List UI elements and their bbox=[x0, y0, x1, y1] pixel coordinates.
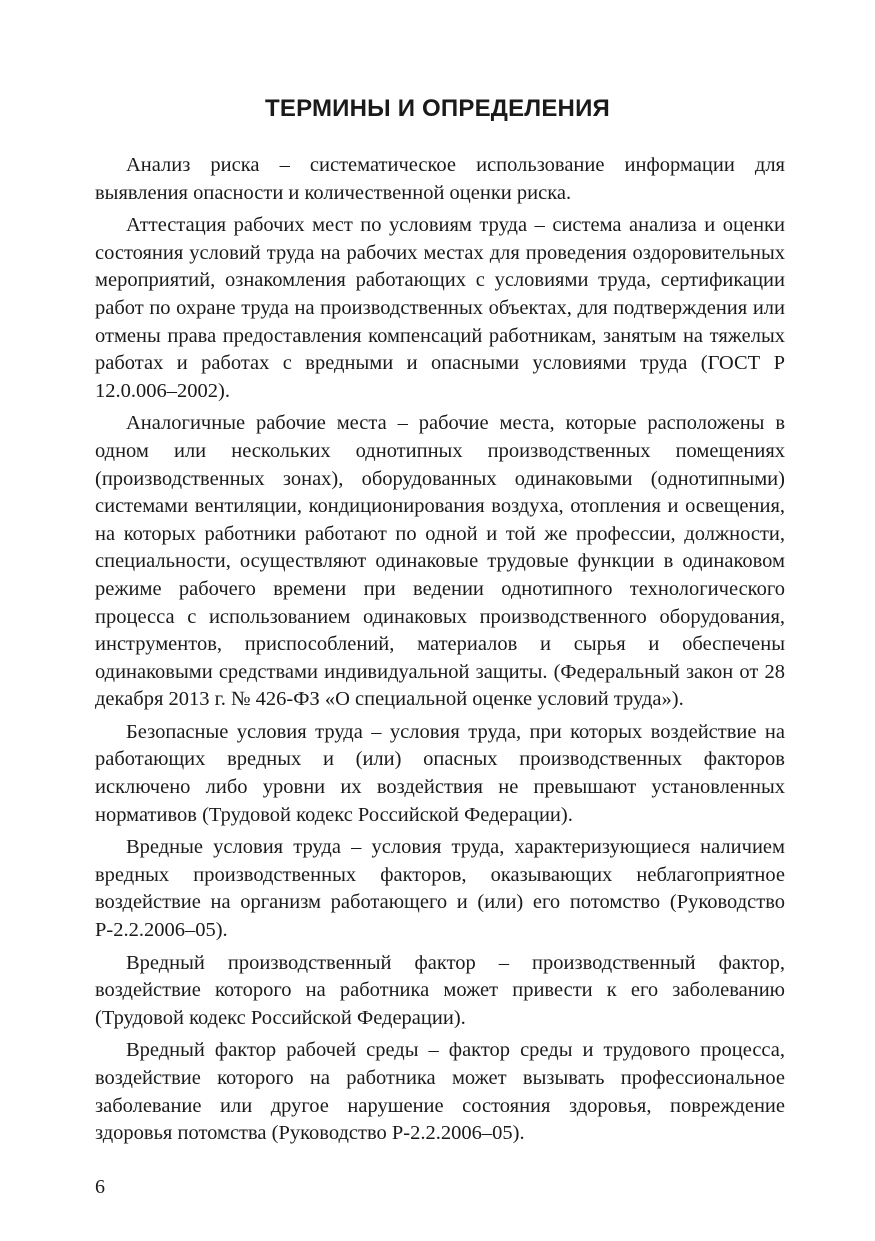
page-number: 6 bbox=[95, 1176, 105, 1198]
definitions-body bbox=[95, 152, 785, 1153]
definition-paragraph: Вредный производственный фактор – производственный фактор, воздействие которого на работника может привести к его заболеванию (Трудовой кодекс Российской Федерации). bbox=[95, 951, 785, 1029]
definition-paragraph: Вредный фактор рабочей среды – фактор среды и трудового процесса, воздействие которого на работника может вызывать профессиональное заболевание или другое нарушение состояния здоровья, повреждение здоровья потомства (Руководство Р-2.2.2006–05). bbox=[95, 1039, 785, 1145]
definition-paragraph: Анализ риска – систематическое использование информации для выявления опасности и количественной оценки риска. bbox=[95, 154, 785, 204]
definition-paragraph: Аттестация рабочих мест по условиям труда – система анализа и оценки состояния условий труда на рабочих местах для проведения оздоровительных мероприятий, ознакомления работающих с условиями труда, сертификации работ по охране труда на производственных объектах, для подтверждения или отмены права предоставления компенсаций работникам, занятым на тяжелых работах и работах с вредными и опасными условиями труда (ГОСТ Р 12.0.006–2002). bbox=[95, 214, 785, 402]
page-title: ТЕРМИНЫ И ОПРЕДЕЛЕНИЯ bbox=[265, 95, 610, 122]
definition-paragraph: Безопасные условия труда – условия труда, при которых воздействие на работающих вредных и (или) опасных производственных факторов исключено либо уровни их воздействия не превышают установленных нормативов (Трудовой кодекс Российской Федерации). bbox=[95, 720, 785, 826]
definition-paragraph: Вредные условия труда – условия труда, характеризующиеся наличием вредных производственных факторов, оказывающих неблагоприятное воздействие на организм работающего и (или) его потомство (Руководство Р-2.2.2006–05). bbox=[95, 836, 785, 942]
definition-paragraph: Аналогичные рабочие места – рабочие места, которые расположены в одном или нескольких однотипных производственных помещениях (производственных зонах), оборудованных одинаковыми (однотипными) системами вентиляции, кондиционирования воздуха, отопления и освещения, на которых работники работают по одной и той же профессии, должности, специальности, осуществляют одинаковые трудовые функции в одинаковом режиме рабочего времени при ведении однотипного технологического процесса с использованием одинаковых производственного оборудования, инструментов, приспособлений, материалов и сырья и обеспечены одинаковыми средствами индивидуальной защиты. (Федеральный закон от 28 декабря 2013 г. № 426-ФЗ «О специальной оценке условий труда»). bbox=[95, 412, 785, 711]
